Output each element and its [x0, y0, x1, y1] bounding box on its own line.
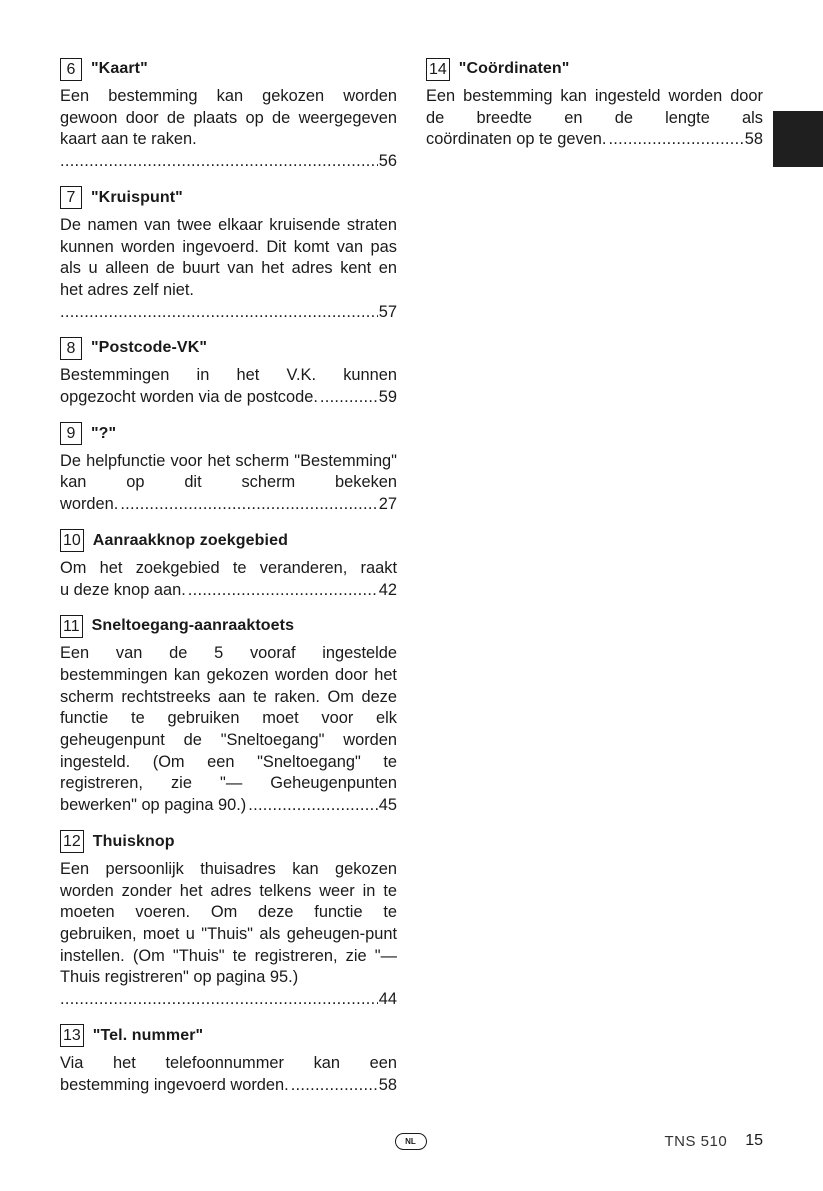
legend-item-description: Via het telefoonnummer kan een	[60, 1053, 397, 1072]
legend-item-description: Een bestemming kan gekozen worden gewoon door de plaats op de weergegeven kaart aan te raken.	[60, 87, 397, 149]
page-reference: 57	[378, 302, 397, 321]
legend-item-title: "Tel. nummer"	[92, 1026, 204, 1044]
page-reference: 27	[378, 495, 397, 514]
page-reference-line	[60, 302, 397, 324]
dot-leader	[60, 989, 378, 1011]
dot-leader	[188, 580, 378, 602]
page-reference: 45	[378, 796, 397, 815]
legend-item-9	[60, 422, 397, 516]
legend-item-title: "Kruispunt"	[91, 188, 183, 206]
legend-item-description: Een van de 5 vooraf ingestelde bestemmingen kan gekozen worden door het scherm rechtstreeks aan te raken. Om deze functie te gebruiken moet voor elk geheugenpunt de "Sneltoegang" worden ingesteld. (Om een "Sneltoegang" te registreren, zie "— Geheugenpunten	[60, 644, 397, 793]
right-column	[426, 57, 763, 164]
legend-item-header	[60, 830, 397, 854]
language-badge: NL	[395, 1133, 427, 1150]
left-column	[60, 57, 397, 1109]
page-reference-line	[60, 151, 397, 173]
callout-number: 10	[60, 529, 84, 552]
callout-number: 9	[60, 422, 82, 445]
page-reference: 58	[378, 1075, 397, 1094]
legend-item-description: Een bestemming kan ingesteld worden door de breedte en de lengte als	[426, 87, 763, 127]
legend-item-header	[60, 1024, 397, 1048]
page-reference: 59	[378, 388, 397, 407]
legend-item-header	[60, 57, 397, 81]
callout-number: 8	[60, 337, 82, 360]
legend-item-10	[60, 529, 397, 601]
legend-item-11	[60, 614, 397, 817]
legend-item-header	[60, 422, 397, 446]
page-reference-line	[60, 795, 397, 817]
legend-item-description: De namen van twee elkaar kruisende straten kunnen worden ingevoerd. Dit komt van pas als u alleen de buurt van het adres kent en het adres zelf niet.	[60, 215, 397, 299]
legend-item-6	[60, 57, 397, 173]
dot-leader	[248, 795, 378, 817]
callout-number: 7	[60, 186, 82, 209]
dot-leader	[291, 1075, 378, 1097]
legend-item-header	[60, 614, 397, 638]
legend-item-title: Thuisknop	[92, 832, 175, 850]
dot-leader	[60, 151, 378, 173]
legend-item-description: Om het zoekgebied te veranderen, raakt	[60, 558, 397, 577]
model-name: TNS 510	[664, 1132, 728, 1150]
dot-leader	[120, 494, 377, 516]
page-reference: 42	[378, 580, 397, 599]
description-end: u deze knop aan.	[60, 580, 186, 599]
page-reference-line	[426, 129, 763, 151]
callout-number: 6	[60, 58, 82, 81]
page-number: 15	[745, 1132, 763, 1149]
page-reference-line	[60, 1075, 397, 1097]
legend-item-description: Bestemmingen in het V.K. kunnen	[60, 366, 397, 385]
description-end: bewerken" op pagina 90.)	[60, 796, 247, 815]
legend-item-title: "Kaart"	[91, 60, 148, 77]
legend-item-header	[60, 336, 397, 360]
legend-item-14	[426, 57, 763, 151]
legend-item-title: "Postcode-VK"	[91, 339, 208, 357]
legend-item-header	[426, 57, 763, 81]
dot-leader	[320, 387, 378, 409]
legend-item-title: Sneltoegang-aanraaktoets	[91, 617, 295, 635]
callout-number: 13	[60, 1024, 84, 1047]
legend-item-8	[60, 336, 397, 408]
page-reference-line	[60, 494, 397, 516]
dot-leader	[60, 302, 378, 324]
legend-item-header	[60, 529, 397, 553]
callout-number: 12	[60, 830, 84, 853]
legend-item-7	[60, 186, 397, 324]
page-reference-line	[60, 580, 397, 602]
legend-item-description: Een persoonlijk thuisadres kan gekozen worden zonder het adres telkens weer in te moeten voeren. Om deze functie te gebruiken, moet u "Thuis" als geheugen-punt instellen. (Om "Thuis" te registreren, zie "— Thuis registreren" op pagina 95.)	[60, 859, 397, 987]
page-reference: 44	[378, 990, 397, 1009]
description-end: bestemming ingevoerd worden.	[60, 1075, 289, 1094]
dot-leader	[608, 129, 743, 151]
page-reference-line	[60, 387, 397, 409]
callout-number: 11	[60, 615, 83, 638]
page-reference-line	[60, 989, 397, 1011]
legend-item-title: "?"	[91, 424, 117, 442]
legend-item-header	[60, 186, 397, 210]
description-end: opgezocht worden via de postcode.	[60, 388, 318, 407]
description-end: worden.	[60, 495, 119, 514]
legend-item-title: Aanraakknop zoekgebied	[92, 531, 288, 549]
page-reference: 58	[744, 130, 763, 149]
legend-item-title: "Coördinaten"	[458, 60, 570, 77]
legend-item-12	[60, 830, 397, 1011]
legend-item-description: De helpfunctie voor het scherm "Bestemming" kan op dit scherm bekeken	[60, 451, 397, 492]
language-tab-marker	[773, 111, 823, 167]
page-footer	[395, 1132, 764, 1150]
callout-number: 14	[426, 58, 450, 81]
legend-item-13	[60, 1024, 397, 1096]
description-end: coördinaten op te geven.	[426, 130, 607, 149]
page-reference: 56	[378, 152, 397, 171]
